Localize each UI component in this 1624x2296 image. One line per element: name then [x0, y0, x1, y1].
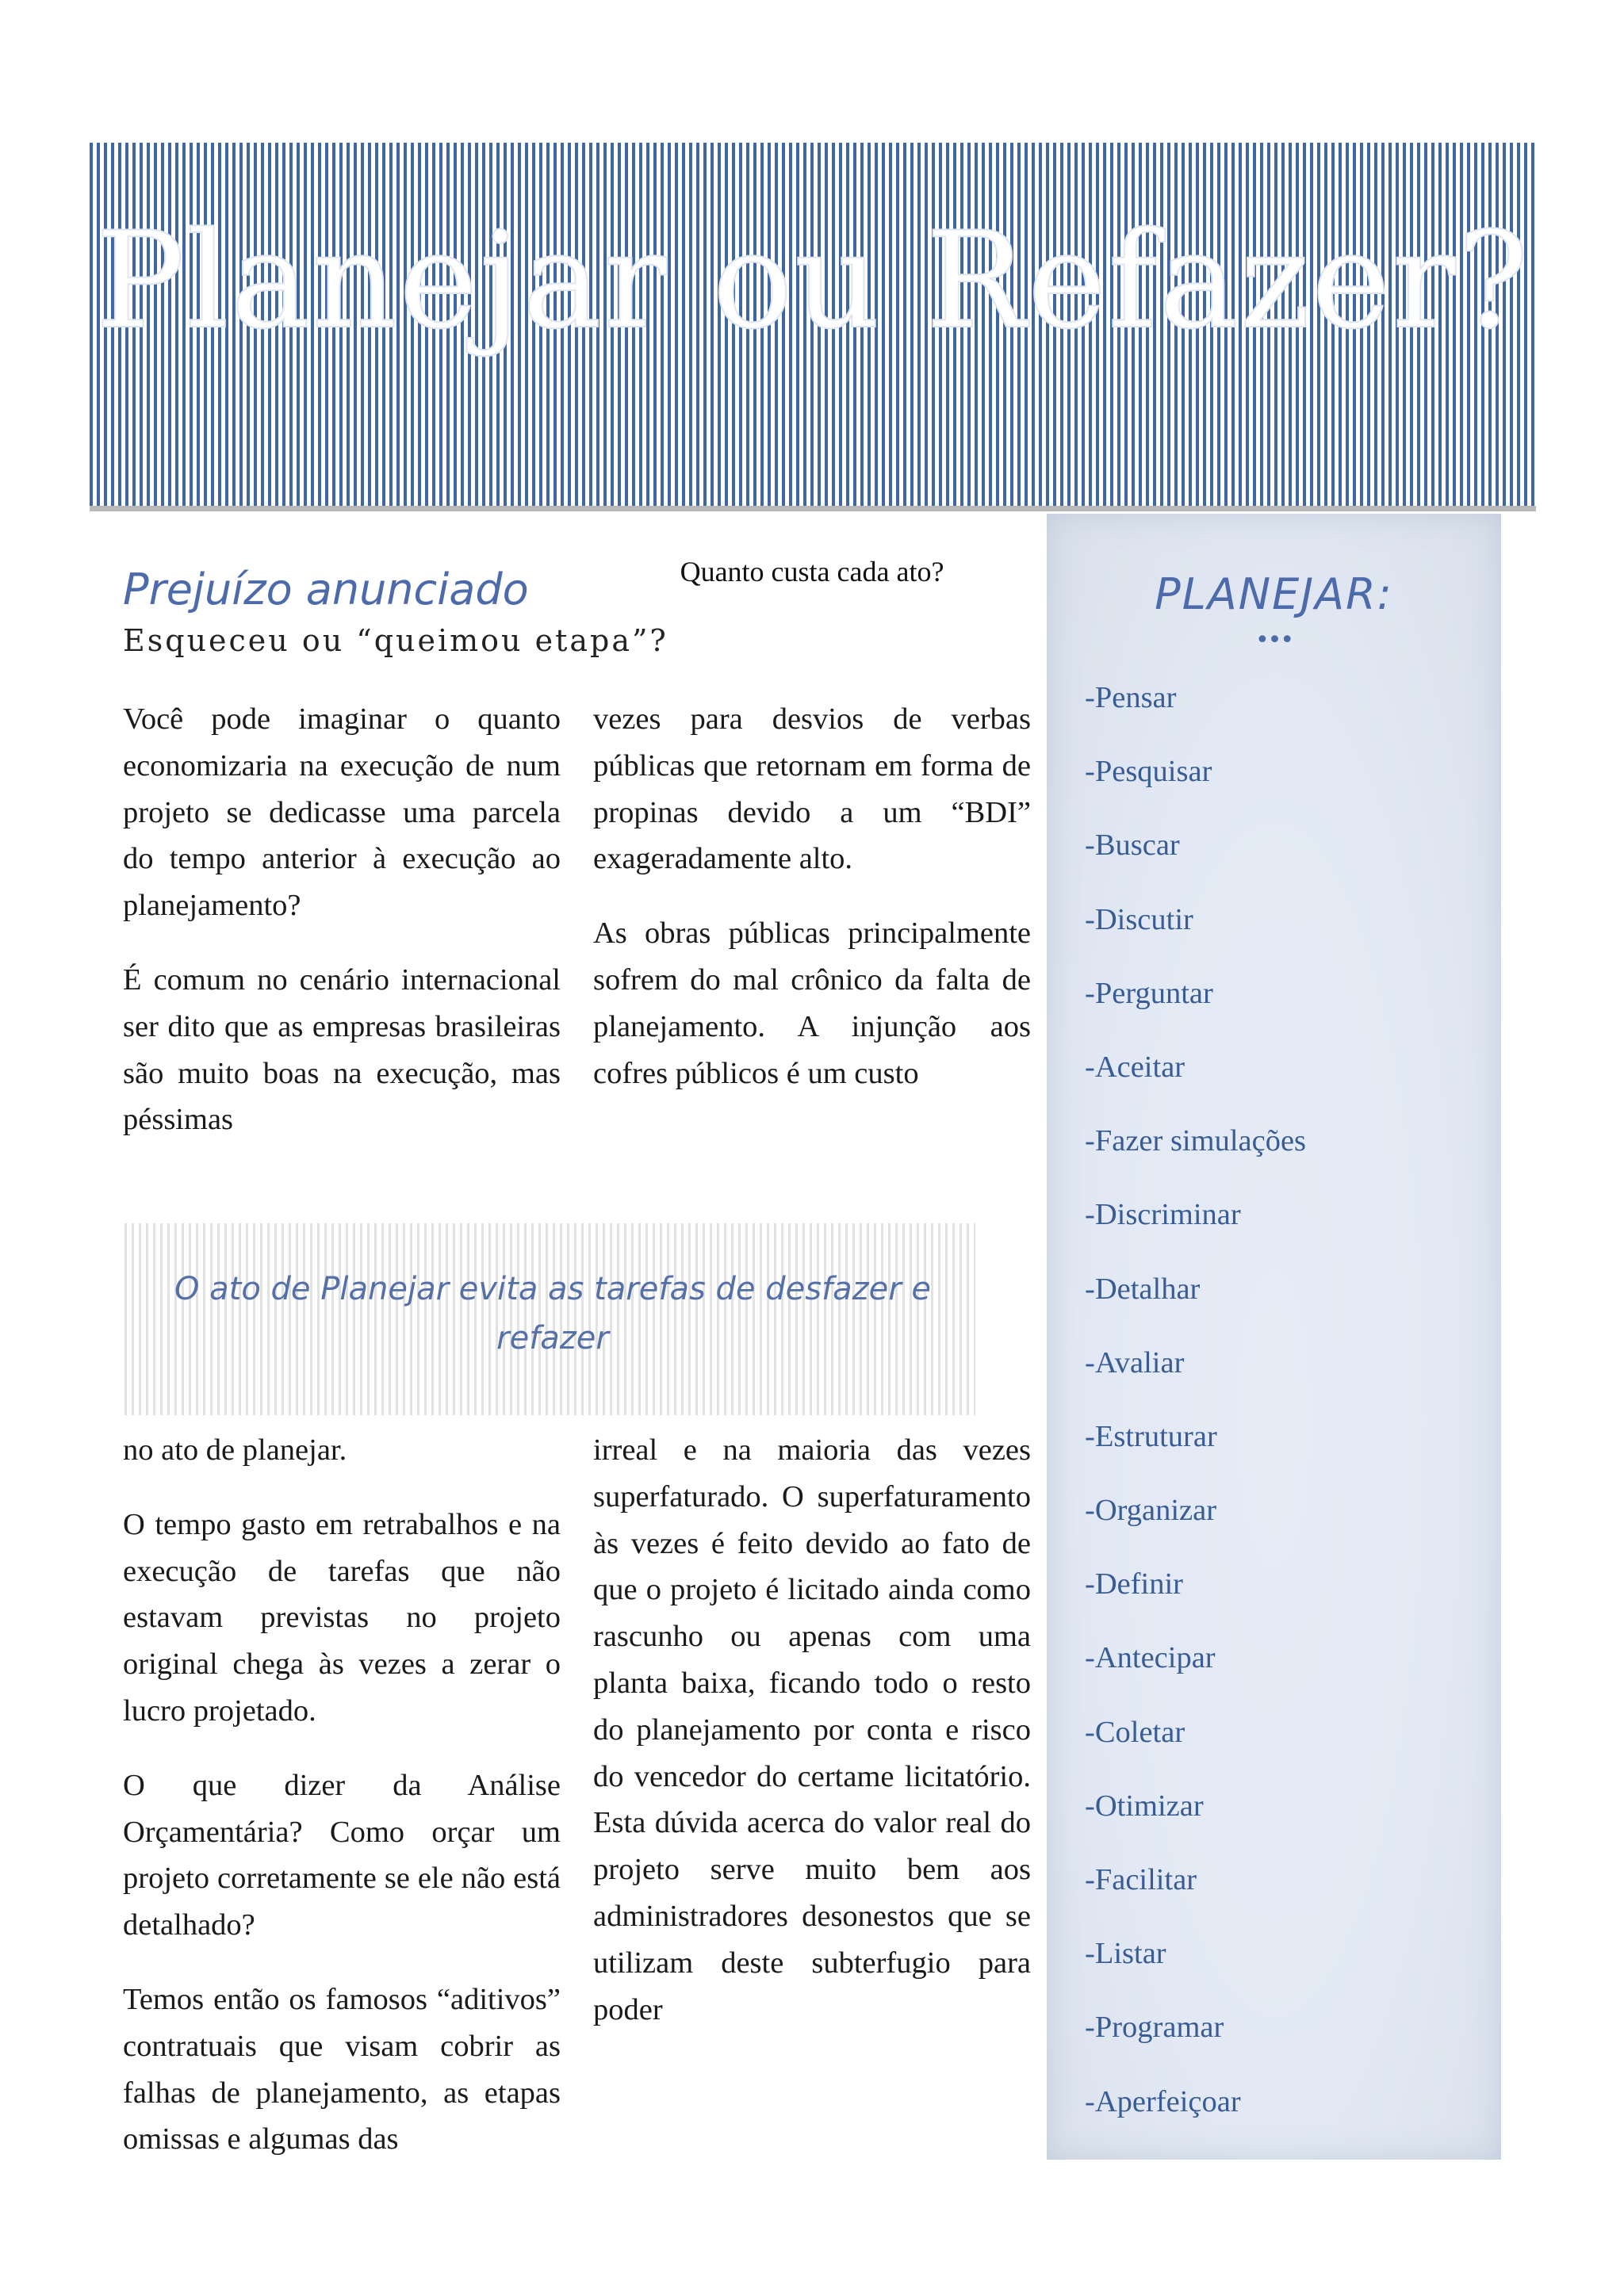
article-column-right-top [593, 696, 1031, 1124]
sidebar-item: -Avaliar [1085, 1345, 1185, 1380]
sidebar-item: -Otimizar [1085, 1789, 1204, 1823]
sidebar-item: -Perguntar [1085, 976, 1213, 1010]
subtitle-text: Quanto custa cada ato? [680, 556, 944, 587]
paragraph: no ato de planejar. [123, 1433, 347, 1467]
section-subheading: Esqueceu ou “queimou etapa”? [123, 623, 668, 658]
sidebar-item: -Aperfeiçoar [1085, 2084, 1241, 2118]
pull-quote-box [124, 1223, 975, 1415]
paragraph: É comum no cenário internacional ser dito que as empresas brasileiras são muito boas na execução, mas péssimas [123, 962, 561, 1137]
sidebar-item: -Listar [1085, 1937, 1166, 1971]
sidebar-item: -Definir [1085, 1567, 1183, 1601]
sidebar-item: -Organizar [1085, 1494, 1217, 1528]
section-heading: Prejuízo anunciado [123, 564, 529, 614]
paragraph: vezes para desvios de verbas públicas que retornam em forma de propinas devido a um “BDI” exageradamente alto. [593, 702, 1031, 876]
sidebar-title: PLANEJAR: [1155, 569, 1393, 619]
sidebar-item: -Estruturar [1085, 1419, 1217, 1453]
article-column-left-bottom [123, 1427, 561, 2191]
sidebar-item: -Buscar [1085, 828, 1180, 863]
sidebar-item: -Detalhar [1085, 1272, 1201, 1306]
article-column-left-top [123, 696, 561, 1171]
sidebar-item: -Aceitar [1085, 1050, 1185, 1084]
sidebar-item: -Pensar [1085, 681, 1177, 714]
paragraph: Temos então os famosos “aditivos” contratuais que visam cobrir as falhas de planejamento, as etapas omissas e algumas das [123, 1982, 561, 2156]
sidebar-item: -Antecipar [1085, 1641, 1216, 1675]
sidebar-item: -Discutir [1085, 902, 1193, 936]
article-column-right-bottom [593, 1427, 1031, 2061]
paragraph: O que dizer da Análise Orçamentária? Como orçar um projeto corretamente se ele não está detalhado? [123, 1768, 561, 1942]
paragraph: As obras públicas principalmente sofrem do mal crônico da falta de planejamento. A injunção aos cofres públicos é um custo [593, 916, 1031, 1090]
planejar-sidebar [1047, 514, 1501, 2160]
sidebar-item: -Fazer simulações [1085, 1124, 1307, 1158]
sidebar-item: -Discriminar [1085, 1198, 1241, 1232]
document-title: Planejar ou Refazer? [95, 203, 1530, 358]
paragraph: Você pode imaginar o quanto economizaria na execução de num projeto se dedicasse uma parcela do tempo anterior à execução ao planejamento? [123, 702, 561, 923]
sidebar-item: -Coletar [1085, 1715, 1185, 1749]
dots-ornament-icon: ••• [1254, 626, 1293, 654]
title-banner [90, 143, 1536, 587]
sidebar-item: -Pesquisar [1085, 755, 1212, 789]
sidebar-item: -Programar [1085, 2011, 1224, 2045]
paragraph: irreal e na maioria das vezes superfaturado. O superfaturamento às vezes é feito devido ao fato de que o projeto é licitado ainda como rascunho ou apenas com uma planta baixa, ficando todo o resto do planejamento por conta e risco do vencedor do certame licitatório. Esta dúvida acerca do valor real do projeto serve muito bem aos administradores desonestos que se utilizam deste subterfugio para poder [593, 1433, 1031, 2026]
paragraph: O tempo gasto em retrabalhos e na execução de tarefas que não estavam previstas no projeto original chega às vezes a zerar o lucro projetado. [123, 1507, 561, 1728]
sidebar-list [1085, 678, 1306, 2156]
pull-quote-text: O ato de Planejar evita as tarefas de desfazer e refazer [174, 1271, 932, 1357]
sidebar-item: -Facilitar [1085, 1863, 1197, 1896]
